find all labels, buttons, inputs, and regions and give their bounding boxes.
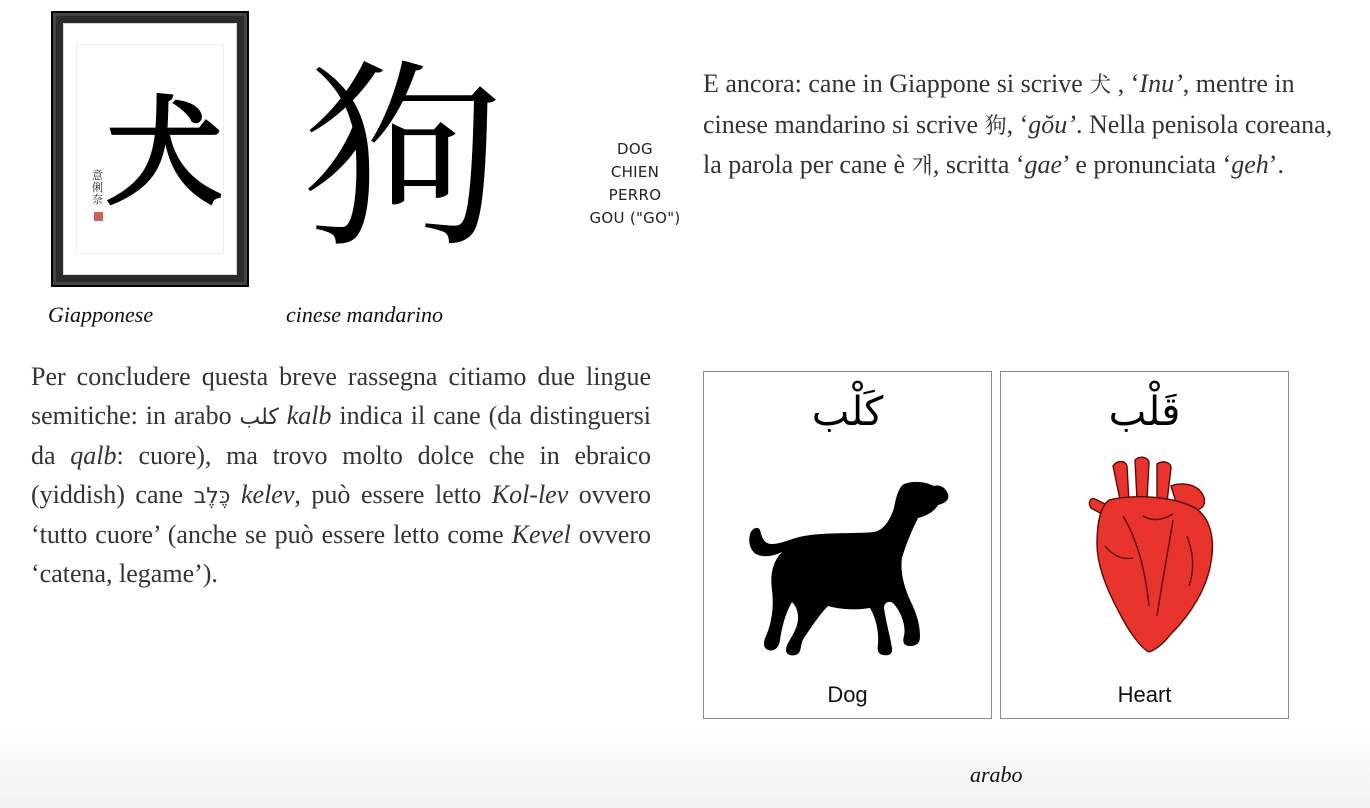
dog-word: DOG bbox=[617, 140, 653, 158]
calligraphy-mat bbox=[63, 23, 237, 275]
calligraphy-frame bbox=[51, 11, 249, 287]
paragraph-east-asian: E ancora: cane in Giappone si scrive 犬 , ‘Inu’, mentre in cinese mandarino si scrive 狗, ‘gŏu’. Nella penisola coreana, la parola per cane è 개, scritta ‘gae’ e pronunciata ‘geh’. bbox=[703, 69, 1333, 179]
dog-silhouette-icon bbox=[744, 472, 954, 662]
calligraphy-signature: 意俐奈 bbox=[92, 169, 103, 206]
dog-word-list bbox=[576, 138, 694, 230]
hanzi-inline: 狗 bbox=[984, 113, 1007, 139]
caption-arabic: arabo bbox=[970, 762, 1023, 787]
dog-word: CHIEN bbox=[610, 163, 660, 181]
heart-icon bbox=[1083, 456, 1223, 656]
flashcard-dog bbox=[703, 371, 992, 719]
card-arabic-word: كَلْب bbox=[811, 389, 884, 435]
card-label: Dog bbox=[827, 682, 868, 707]
card-arabic-word: قَلْب bbox=[1108, 389, 1181, 435]
dog-word: GOU ("GO") bbox=[589, 209, 681, 227]
hangul-inline: 개 bbox=[911, 154, 933, 179]
chinese-character: 狗 bbox=[302, 43, 503, 276]
kanji-inline: 犬 bbox=[1089, 73, 1112, 98]
caption-japanese: Giapponese bbox=[48, 302, 154, 327]
card-label: Heart bbox=[1117, 682, 1172, 707]
seal-stamp bbox=[94, 212, 103, 221]
calligraphy-kanji: 犬 bbox=[104, 84, 223, 222]
caption-chinese: cinese mandarino bbox=[286, 302, 444, 327]
flashcard-heart bbox=[1000, 371, 1289, 719]
hebrew-inline: כֶּלֶב bbox=[193, 483, 231, 509]
dog-word: PERRO bbox=[608, 186, 662, 204]
paragraph-semitic: Per concludere questa breve rassegna citiamo due lingue semitiche: in arabo كلب kalb indica il cane (da distinguersi da qalb: cuore), ma trovo molto dolce che in ebraico (yiddish) cane כֶּלֶב kelev, può essere letto Kol-lev ovvero ‘tutto cuore’ (anche se può essere letto come Kevel ovvero ‘catena, legame’). bbox=[31, 362, 652, 588]
arabic-inline: كلب bbox=[239, 404, 279, 430]
